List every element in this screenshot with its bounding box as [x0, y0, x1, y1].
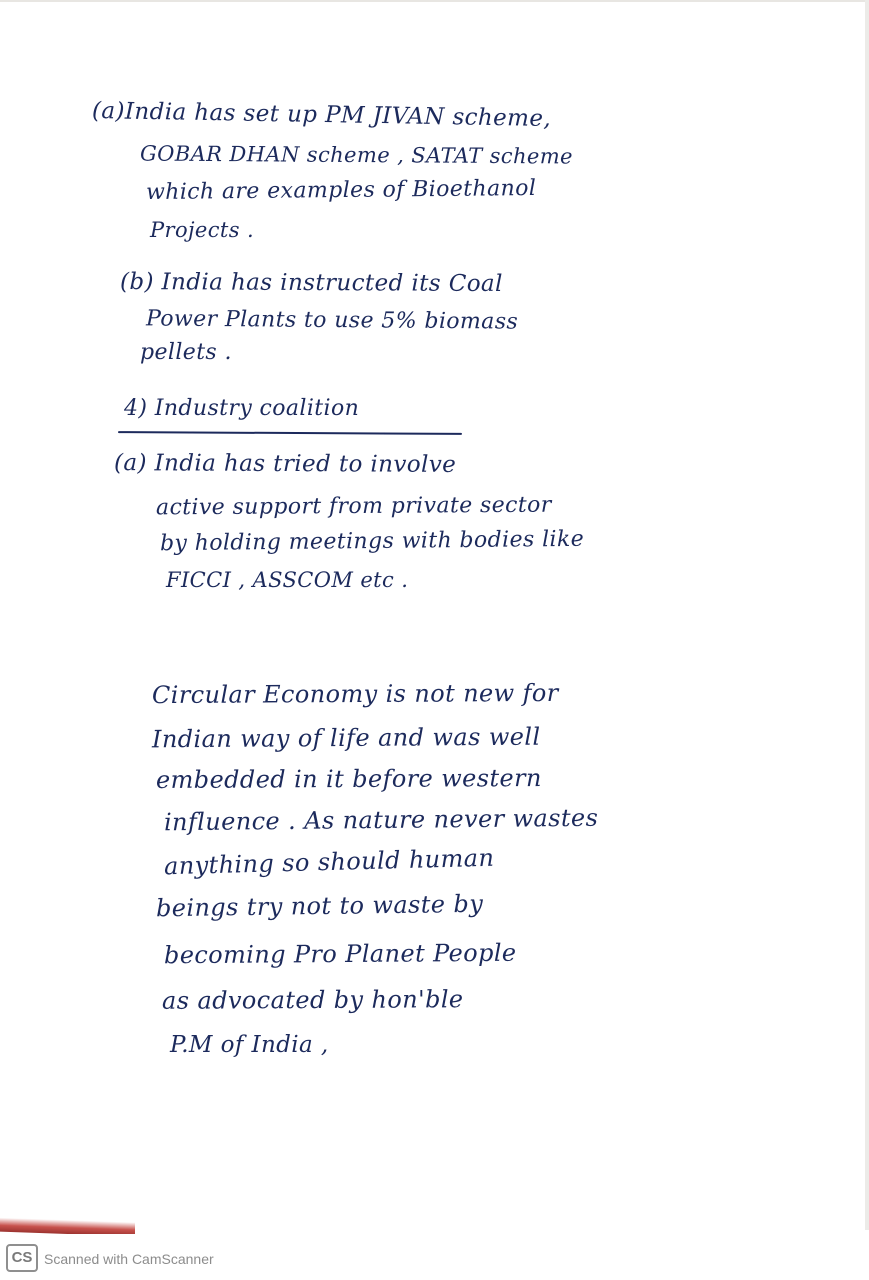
line-15: embedded in it before western: [155, 763, 542, 795]
line-14: Indian way of life and was well: [151, 722, 541, 754]
line-6: Power Plants to use 5% biomass: [145, 306, 519, 335]
line-12: FICCI , ASSCOM etc .: [166, 568, 409, 592]
line-21: P.M of India ,: [170, 1032, 329, 1058]
page-top-edge: [0, 0, 869, 2]
line-1: (a)India has set up PM JIVAN scheme,: [91, 97, 552, 133]
line-9: (a) India has tried to involve: [113, 450, 457, 478]
section-heading: 4) Industry coalition: [124, 396, 360, 421]
line-16: influence . As nature never wastes: [163, 803, 599, 837]
heading-underline: [118, 431, 462, 435]
camscanner-watermark: Scanned with CamScanner: [44, 1251, 214, 1267]
line-3: which are examples of Bioethanol: [145, 175, 537, 206]
line-19: becoming Pro Planet People: [163, 938, 517, 970]
line-20: as advocated by hon'ble: [161, 985, 464, 1015]
line-17: anything so should human: [163, 843, 495, 881]
line-13: Circular Economy is not new for: [151, 678, 559, 710]
line-10: active support from private sector: [155, 492, 552, 521]
line-2: GOBAR DHAN scheme , SATAT scheme: [139, 141, 573, 169]
line-7: pellets .: [140, 340, 232, 365]
camscanner-logo-icon: CS: [6, 1244, 38, 1272]
line-5: (b) India has instructed its Coal: [119, 268, 503, 298]
page-right-edge: [865, 0, 869, 1230]
line-11: by holding meetings with bodies like: [159, 526, 585, 557]
line-4: Projects .: [150, 218, 255, 242]
line-18: beings try not to waste by: [155, 889, 484, 923]
